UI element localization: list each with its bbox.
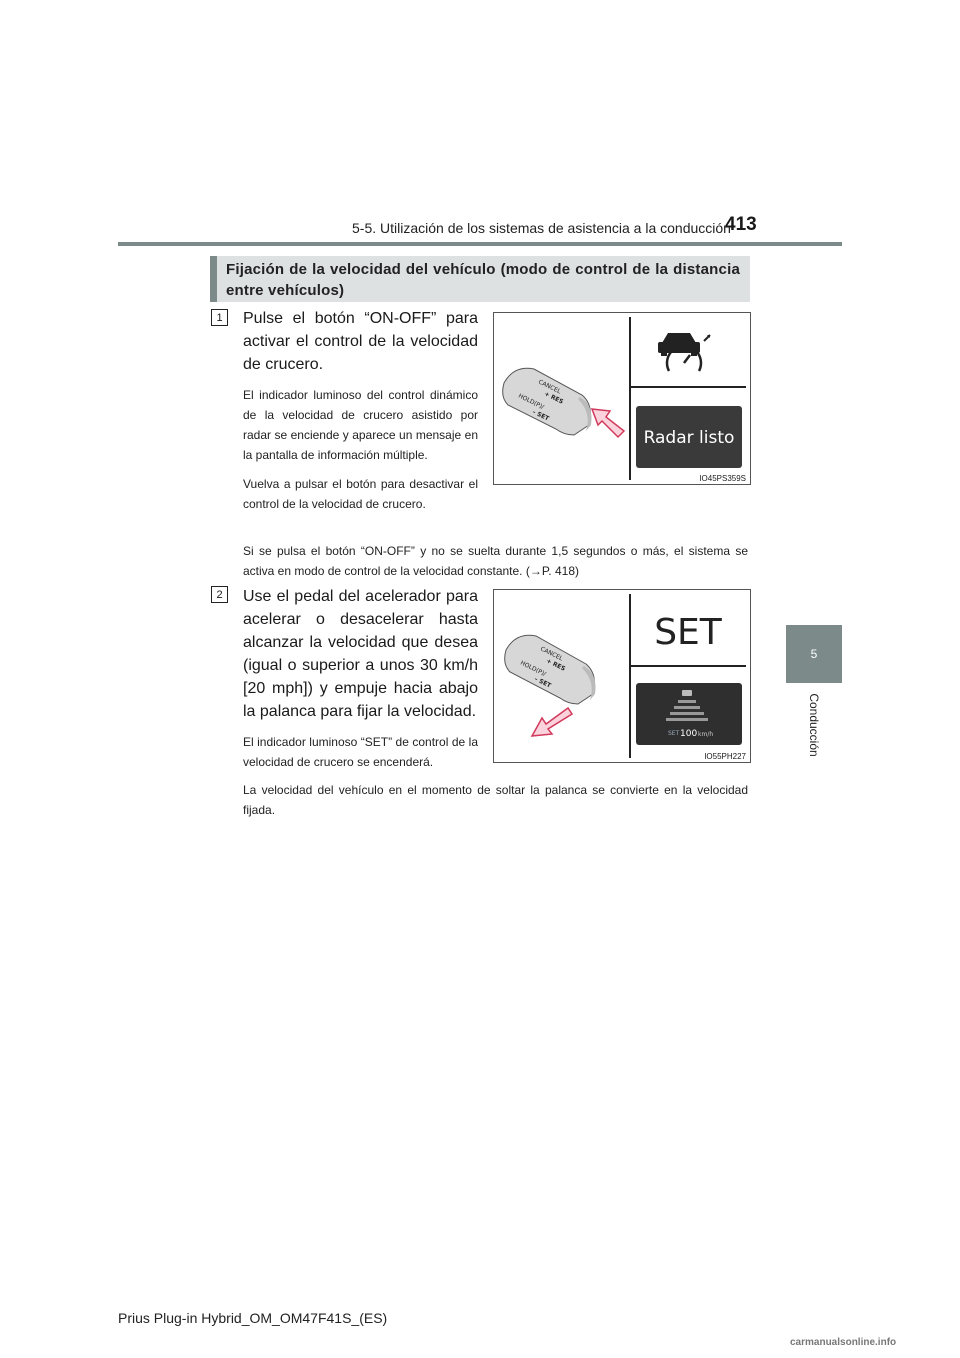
lever-res-label: + RES <box>543 390 565 406</box>
step-1-instruction: Pulse el botón “ON-OFF” para activar el control de la velocidad de crucero. <box>243 310 478 373</box>
page-number: 413 <box>725 214 757 235</box>
radar-cruise-indicator-icon <box>658 333 710 371</box>
chapter-label-wrap <box>780 690 848 760</box>
lever-cancel-label: CANCEL <box>537 378 562 396</box>
step-1-text <box>243 307 478 514</box>
running-header: 5-5. Utilización de los sistemas de asistencia a la conducción <box>352 220 731 236</box>
display-set-label: SET <box>668 730 680 737</box>
watermark: carmanualsonline.info <box>790 1337 897 1348</box>
chapter-tab: 5 <box>786 625 842 683</box>
lever-hold-label: HOLD(P)/ <box>517 392 545 411</box>
lever-set-label: – SET <box>533 675 553 690</box>
lever-res-label: + RES <box>545 657 567 673</box>
step-1-note-1: El indicador luminoso del control dinámico de la velocidad de crucero asistido por radar se enciende y aparece un mensaje en la pantalla de información múltiple. <box>243 388 478 462</box>
cruise-control-lever <box>505 635 596 704</box>
figure-radar-ready <box>493 312 751 485</box>
step-2-note-1: El indicador luminoso “SET” de control de la velocidad de crucero se encenderá. <box>243 735 478 769</box>
figure-set-speed <box>493 589 751 763</box>
step-2-text <box>243 585 478 772</box>
display-message: Radar listo <box>643 428 735 448</box>
figure-1-illustration <box>494 313 750 484</box>
lever-cancel-label: CANCEL <box>539 645 564 663</box>
display-unit: km/h <box>698 731 714 738</box>
step-1-note-2: Vuelva a pulsar el botón para desactivar el control de la velocidad de crucero. <box>243 477 478 511</box>
figure-1-code: IO45PS359S <box>699 474 746 483</box>
chapter-label: Conducción <box>807 693 821 757</box>
step-number-2: 2 <box>211 586 228 603</box>
figure-2-code: IO55PH227 <box>704 752 746 761</box>
set-indicator-text: SET <box>654 612 722 653</box>
figure-2-illustration <box>494 590 750 762</box>
header-rule <box>118 242 842 246</box>
cruise-control-lever <box>503 368 592 435</box>
step-2-wide-note: La velocidad del vehículo en el momento de soltar la palanca se convierte en la velocidad fijada. <box>243 783 748 817</box>
lever-hold-label: HOLD(P)/ <box>519 659 547 678</box>
step-2-instruction: Use el pedal del acelerador para acelerar o desacelerar hasta alcanzar la velocidad que desea (igual o superior a unos 30 km/h [20 mph]) y empuje hacia abajo la palanca para fijar la velocidad. <box>243 588 478 720</box>
footer-document-id: Prius Plug-in Hybrid_OM_OM47F41S_(ES) <box>118 1310 388 1326</box>
step-1-wide-note: Si se pulsa el botón “ON-OFF” y no se suelta durante 1,5 segundos o más, el sistema se activa en modo de control de la velocidad constante. (→P. 418) <box>243 544 748 578</box>
lever-set-label: – SET <box>531 408 551 423</box>
step-number-1: 1 <box>211 309 228 326</box>
push-down-arrow-icon <box>532 708 572 736</box>
press-arrow-icon <box>592 409 624 437</box>
display-speed: 100 <box>680 729 698 739</box>
section-heading: Fijación de la velocidad del vehículo (modo de control de la distancia entre vehículos) <box>210 256 750 302</box>
